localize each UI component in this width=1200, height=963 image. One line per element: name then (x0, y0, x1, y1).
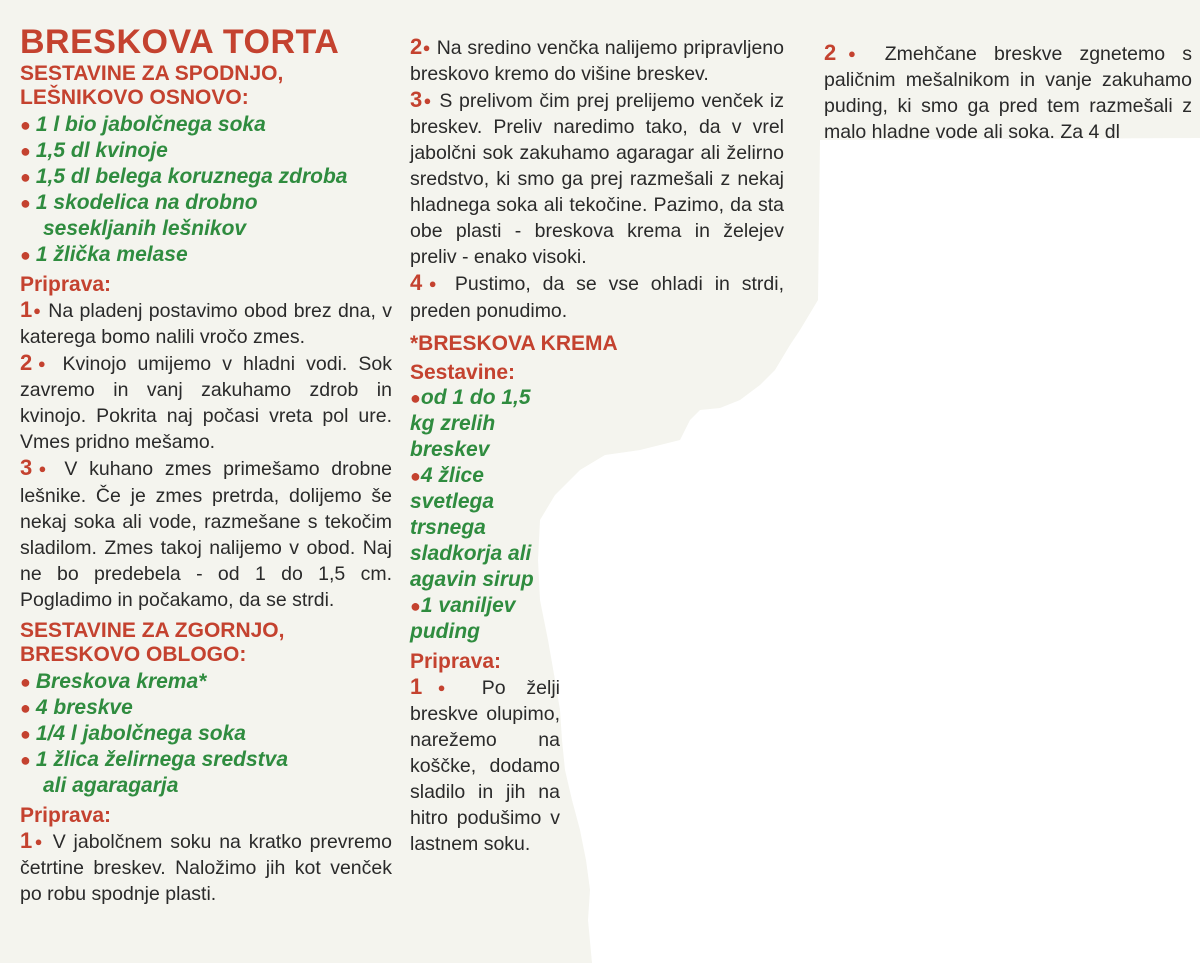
bullet-icon: ● (20, 193, 36, 213)
bullet-icon: ● (20, 115, 36, 135)
step-3: 3● S prelivom čim prej prelijemo venček iz breskev. Preliv naredimo tako, da v vrel jabolčni sok zakuhamo agaragar ali želirno sredstvo, ki smo ga prej razmešali z nekaj hladnega soka ali tekočine. Pazimo, da sta obe plasti - breskova krema in želejev preliv - enako visoki. (410, 87, 785, 269)
top-step-1: 1● V jabolčnem soku na kratko prevremo četrtine breskev. Naložimo jih kot venček po robu spodnje plasti. (20, 827, 392, 905)
step-4: 4● Pustimo, da se vse ohladi in strdi, preden ponudimo. (410, 270, 785, 322)
cream-ingredients-label: Sestavine: (410, 360, 516, 384)
step-number: 1● (20, 297, 42, 322)
step-3: 3● V kuhano zmes primešamo drobne lešnike. Če je zmes pretrda, dolijemo še nekaj soka ali vode, razmešane s tekočim sladilom. Zmes takoj nalijemo v obod. Naj ne bo predebela - od 1 do 1,5 cm. Pogladimo in počakamo, da se strdi. (20, 455, 393, 611)
bullet-icon: ● (410, 465, 421, 486)
base-ingredients-list (20, 112, 392, 268)
base-ingredients-heading: SESTAVINE ZA SPODNJO, LEŠNIKOVO OSNOVO: (20, 62, 284, 109)
step-number: 3● (20, 455, 53, 481)
bullet-icon: ● (20, 141, 36, 161)
step-2: 2● Zmehčane breskve zgnetemo s paličnim mešalnikom in vanje zakuhamo puding, ki smo ga pred tem razmešali z malo hladne vode ali soka. Za 4 dl (824, 40, 1192, 144)
top-prep-label: Priprava: (20, 803, 112, 827)
list-item: ● 1 l bio jabolčnega soka (20, 113, 266, 136)
list-item: ● Breskova krema* (20, 669, 207, 693)
recipe-title: BRESKOVA TORTA (20, 23, 340, 61)
list-item: ●od 1 do 1,5 kg zrelih breskev (410, 385, 531, 461)
step-number: 3● (410, 87, 433, 113)
bullet-icon: ● (410, 387, 421, 408)
column-3 (824, 40, 1192, 145)
list-item: ● 1 žlička melase (20, 243, 188, 266)
list-item: ● 1,5 dl kvinoje (20, 139, 168, 162)
bullet-icon: ● (20, 697, 36, 718)
bullet-icon: ● (20, 671, 36, 692)
list-item: ● 4 breskve (20, 695, 133, 719)
step-number: 1● (20, 827, 45, 853)
step-number: 2● (20, 350, 52, 376)
prep-label: Priprava: (20, 273, 112, 296)
step-number: 2● (410, 34, 431, 59)
cream-heading: *BRESKOVA KREMA (410, 331, 618, 355)
step-number: 4● (410, 270, 443, 296)
bullet-icon: ● (20, 167, 36, 187)
cream-prep-label: Priprava: (410, 649, 502, 673)
bullet-icon: ● (410, 595, 421, 616)
list-item: ●4 žlice svetlega trsnega sladkorja ali agavin sirup (410, 463, 534, 591)
step-number: 2● (824, 40, 868, 65)
list-item: ● 1 skodelica na drobno sesekljanih lešnikov (20, 191, 258, 240)
top-ingredients-list (20, 669, 392, 799)
bullet-icon: ● (20, 245, 36, 265)
bullet-icon: ● (20, 723, 36, 744)
list-item: ●1 vaniljev puding (410, 593, 516, 643)
step-1: 1● Na pladenj postavimo obod brez dna, v katerega bomo nalili vročo zmes. (20, 297, 392, 349)
cream-step-1: 1● Po želji breskve olupimo, narežemo na koščke, dodamo sladilo in jih na hitro podušimo v lastnem soku. (410, 673, 560, 855)
list-item: ● 1,5 dl belega koruznega zdroba (20, 165, 348, 188)
step-number: 1● (410, 673, 461, 699)
list-item: ● 1 žlica želirnega sredstva ali agaragarja (20, 747, 289, 797)
bullet-icon: ● (20, 749, 36, 770)
top-ingredients-heading: SESTAVINE ZA ZGORNJO, BRESKOVO OBLOGO: (20, 618, 285, 666)
step-2: 2● Na sredino venčka nalijemo pripravljeno breskovo kremo do višine breskev. (410, 34, 784, 86)
cream-ingredients-list (410, 385, 560, 645)
column-2 (410, 34, 784, 857)
list-item: ● 1/4 l jabolčnega soka (20, 721, 246, 745)
column-1 (20, 24, 392, 907)
step-2: 2● Kvinojo umijemo v hladni vodi. Sok zavremo in vanj zakuhamo zdrob in kvinojo. Pokrita naj počasi vreta pol ure. Vmes pridno mešamo. (20, 350, 392, 454)
